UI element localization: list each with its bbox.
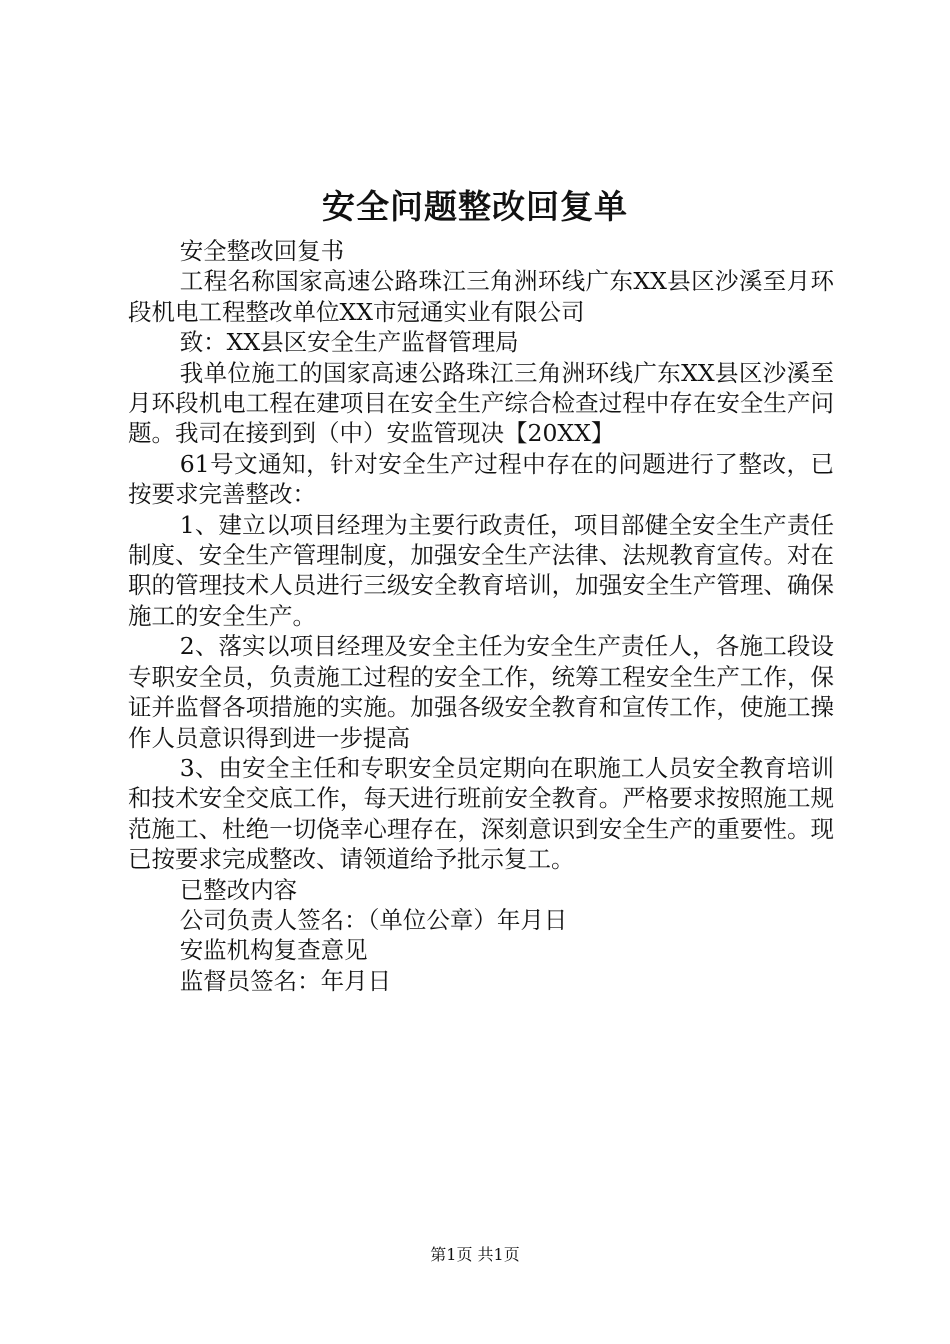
document-body — [128, 236, 834, 996]
paragraph-project-info: 工程名称国家高速公路珠江三角洲环线广东XX县区沙溪至月环段机电工程整改单位XX市冠通实业有限公司 — [128, 267, 834, 326]
document-title: 安全问题整改回复单 — [322, 187, 628, 226]
paragraph-background: 我单位施工的国家高速公路珠江三角洲环线广东XX县区沙溪至月环段机电工程在建项目在安全生产综合检查过程中存在安全生产问题。我司在接到到（中）安监管现决【20XX】 — [128, 358, 834, 448]
paragraph-completed-items: 已整改内容 — [179, 875, 298, 904]
paragraph-supervisor-signature: 监督员签名：年月日 — [179, 966, 392, 995]
paragraph-measure-1: 1、建立以项目经理为主要行政责任，项目部健全安全生产责任制度、安全生产管理制度，加强安全生产法律、法规教育宣传。对在职的管理技术人员进行三级安全教育培训，加强安全生产管理、确保施工的安全生产。 — [128, 510, 834, 630]
paragraph-reply-heading: 安全整改回复书 — [179, 237, 345, 265]
paragraph-addressee: 致：XX县区安全生产监督管理局 — [179, 328, 519, 357]
paragraph-company-signature: 公司负责人签名：（单位公章）年月日 — [179, 905, 568, 934]
paragraph-measure-2: 2、落实以项目经理及安全主任为安全生产责任人，各施工段设专职安全员，负责施工过程的安全工作，统筹工程安全生产工作，保证并监督各项措施的实施。加强各级安全教育和宣传工作，使施工操作人员意识得到进一步提高 — [128, 632, 834, 752]
paragraph-measure-3: 3、由安全主任和专职安全员定期向在职施工人员安全教育培训和技术安全交底工作，每天进行班前安全教育。严格要求按照施工规范施工、杜绝一切侥幸心理存在，深刻意识到安全生产的重要性。现已按要求完成整改、请领道给予批示复工。 — [128, 753, 834, 874]
paragraph-review-opinion: 安监机构复查意见 — [179, 936, 368, 965]
paragraph-notice: 61号文通知，针对安全生产过程中存在的问题进行了整改，已按要求完善整改： — [128, 449, 834, 509]
page-footer: 第1页 共1页 — [430, 1245, 520, 1264]
